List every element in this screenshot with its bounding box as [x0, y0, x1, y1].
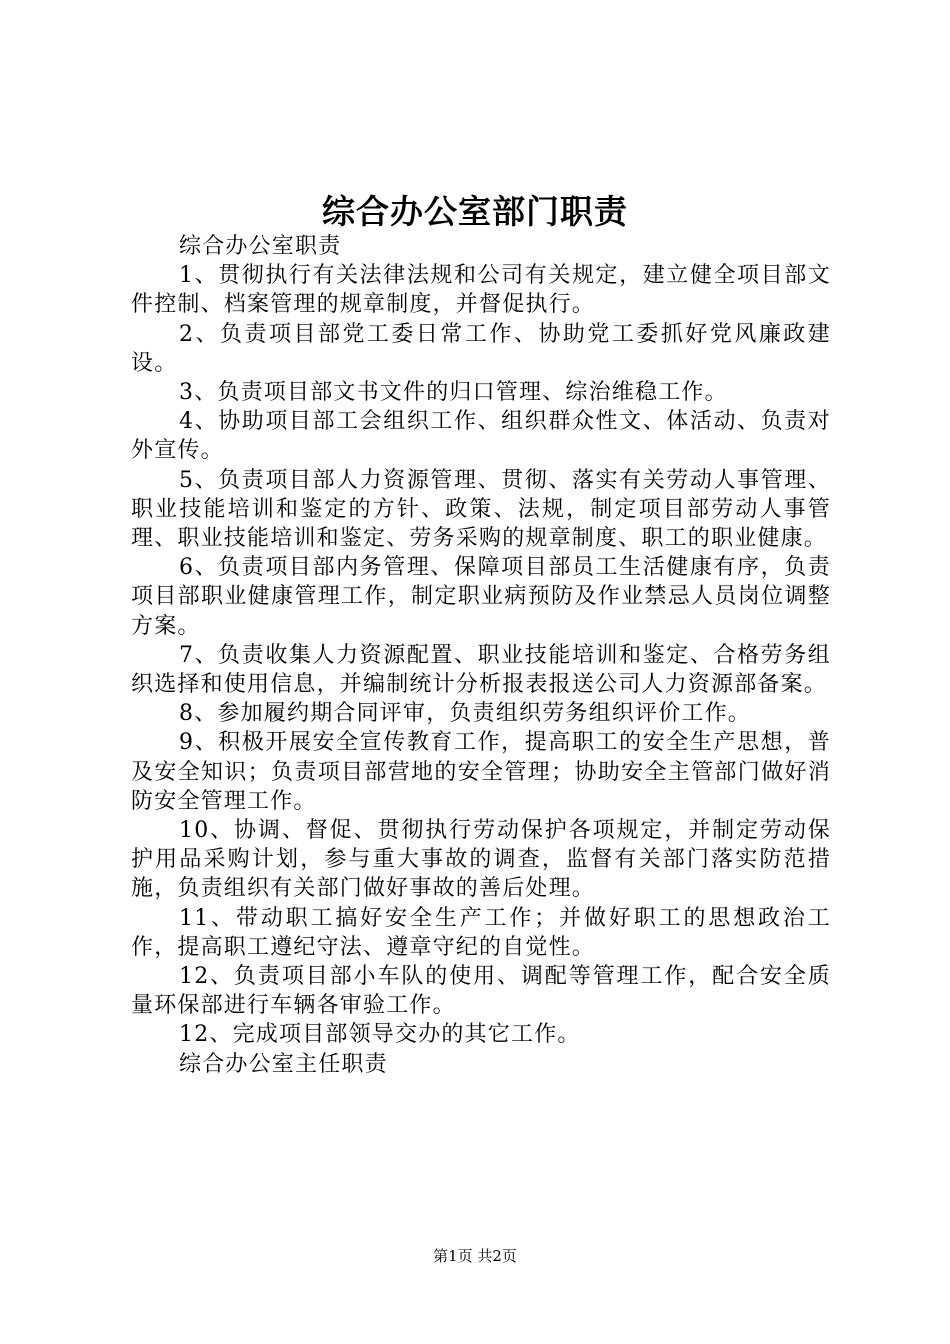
- section-heading: 综合办公室职责: [179, 234, 342, 259]
- paragraph: 9、积极开展安全宣传教育工作，提高职工的安全生产思想，普及安全知识；负责项目部营地的安全管理；协助安全主管部门做好消防安全管理工作。: [131, 730, 831, 814]
- paragraph: 12、完成项目部领导交办的其它工作。: [179, 1022, 581, 1048]
- paragraph: 6、负责项目部内务管理、保障项目部员工生活健康有序，负责项目部职业健康管理工作，制定职业病预防及作业禁忌人员岗位调整方案。: [131, 555, 831, 639]
- paragraph: 5、负责项目部人力资源管理、贯彻、落实有关劳动人事管理、职业技能培训和鉴定的方针、政策、法规，制定项目部劳动人事管理、职业技能培训和鉴定、劳务采购的规章制度、职工的职业健康。: [131, 467, 831, 552]
- paragraph: 8、参加履约期合同评审，负责组织劳务组织评价工作。: [179, 701, 751, 727]
- paragraph: 4、协助项目部工会组织工作、组织群众性文、体活动、负责对外宣传。: [131, 409, 831, 464]
- paragraph: 11、带动职工搞好安全生产工作；并做好职工的思想政治工作，提高职工遵纪守法、遵章守纪的自觉性。: [131, 905, 831, 960]
- document-title: 综合办公室部门职责: [322, 192, 628, 231]
- paragraph: 1、贯彻执行有关法律法规和公司有关规定，建立健全项目部文件控制、档案管理的规章制度，并督促执行。: [131, 263, 831, 318]
- paragraph: 3、负责项目部文书文件的归口管理、综治维稳工作。: [179, 380, 728, 406]
- page-footer: 第1页 共2页: [433, 1247, 517, 1265]
- document-body: [131, 232, 831, 1079]
- paragraph: 10、协调、督促、贯彻执行劳动保护各项规定，并制定劳动保护用品采购计划，参与重大事故的调查，监督有关部门落实防范措施，负责组织有关部门做好事故的善后处理。: [131, 818, 831, 902]
- paragraph: 12、负责项目部小车队的使用、调配等管理工作，配合安全质量环保部进行车辆各审验工作。: [131, 964, 831, 1019]
- paragraph: 7、负责收集人力资源配置、职业技能培训和鉴定、合格劳务组织选择和使用信息，并编制统计分析报表报送公司人力资源部备案。: [131, 642, 831, 698]
- paragraph: 2、负责项目部党工委日常工作、协助党工委抓好党风廉政建设。: [131, 321, 831, 376]
- section-heading: 综合办公室主任职责: [179, 1051, 388, 1077]
